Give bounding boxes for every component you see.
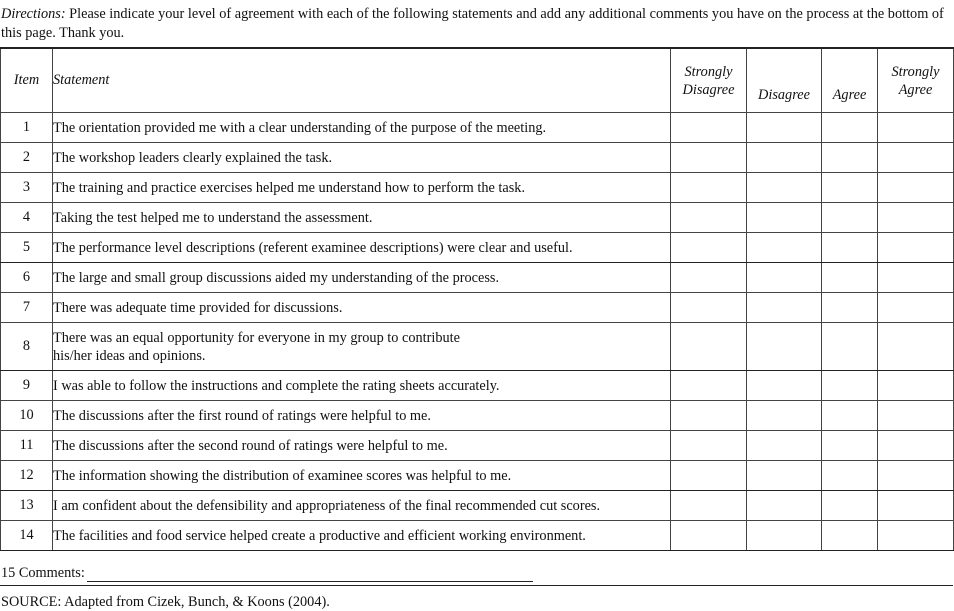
statement-cell xyxy=(53,371,671,401)
rating-cell-agree[interactable] xyxy=(822,401,878,431)
rating-cell-agree[interactable] xyxy=(822,113,878,143)
rating-cell-strongly-agree[interactable] xyxy=(878,293,954,323)
statement-text: The orientation provided me with a clear understanding of the purpose of the meeting. xyxy=(53,119,547,136)
table-row xyxy=(1,233,954,263)
rating-cell-strongly-disagree[interactable] xyxy=(671,173,747,203)
item-number: 11 xyxy=(1,431,53,461)
rating-cell-strongly-disagree[interactable] xyxy=(671,461,747,491)
statement-text: Taking the test helped me to understand the assessment. xyxy=(53,209,373,226)
rating-cell-strongly-agree[interactable] xyxy=(878,461,954,491)
comments-label: 15 Comments: xyxy=(1,565,85,581)
table-row xyxy=(1,113,954,143)
table-row xyxy=(1,263,954,293)
item-number: 13 xyxy=(1,491,53,521)
statement-text: The performance level descriptions (referent examinee descriptions) were clear and useful. xyxy=(53,239,573,256)
statement-text: The discussions after the second round of ratings were helpful to me. xyxy=(53,437,448,454)
rating-cell-strongly-agree[interactable] xyxy=(878,371,954,401)
rating-cell-disagree[interactable] xyxy=(747,233,822,263)
item-number: 14 xyxy=(1,521,53,551)
table-row xyxy=(1,401,954,431)
rating-cell-disagree[interactable] xyxy=(747,203,822,233)
table-row xyxy=(1,491,954,521)
statement-text: The large and small group discussions aided my understanding of the process. xyxy=(53,269,500,286)
rating-cell-agree[interactable] xyxy=(822,203,878,233)
rating-cell-strongly-disagree[interactable] xyxy=(671,371,747,401)
header-item: Item xyxy=(1,48,53,113)
rating-cell-agree[interactable] xyxy=(822,263,878,293)
rating-cell-agree[interactable] xyxy=(822,491,878,521)
rating-cell-strongly-disagree[interactable] xyxy=(671,491,747,521)
statement-cell xyxy=(53,323,671,371)
rating-cell-disagree[interactable] xyxy=(747,491,822,521)
table-row xyxy=(1,173,954,203)
rating-cell-strongly-agree[interactable] xyxy=(878,401,954,431)
rating-cell-strongly-agree[interactable] xyxy=(878,233,954,263)
item-number: 1 xyxy=(1,113,53,143)
rating-cell-agree[interactable] xyxy=(822,461,878,491)
divider xyxy=(0,585,953,586)
rating-cell-strongly-disagree[interactable] xyxy=(671,263,747,293)
statement-cell xyxy=(53,233,671,263)
table-row xyxy=(1,431,954,461)
table-body xyxy=(1,113,954,551)
statement-cell xyxy=(53,173,671,203)
table-row xyxy=(1,461,954,491)
comments-line[interactable] xyxy=(87,567,533,582)
statement-text: The training and practice exercises helped me understand how to perform the task. xyxy=(53,179,526,196)
table-row xyxy=(1,203,954,233)
rating-cell-agree[interactable] xyxy=(822,431,878,461)
rating-cell-strongly-agree[interactable] xyxy=(878,431,954,461)
directions-text: Please indicate your level of agreement with each of the following statements and add any additional comments you have on the process at the bottom of this page. Thank you. xyxy=(1,6,944,41)
rating-cell-agree[interactable] xyxy=(822,143,878,173)
header-disagree: Disagree xyxy=(747,48,822,113)
statement-text: I am confident about the defensibility and appropriateness of the final recommended cut scores. xyxy=(53,497,601,514)
statement-text: The facilities and food service helped create a productive and efficient working environment. xyxy=(53,527,586,544)
statement-cell xyxy=(53,461,671,491)
item-number: 6 xyxy=(1,263,53,293)
header-strongly-agree: Strongly Agree xyxy=(878,48,954,113)
survey-table xyxy=(0,47,954,551)
header-statement: Statement xyxy=(53,48,671,113)
rating-cell-disagree[interactable] xyxy=(747,143,822,173)
rating-cell-disagree[interactable] xyxy=(747,461,822,491)
rating-cell-strongly-disagree[interactable] xyxy=(671,113,747,143)
header-row xyxy=(1,48,954,113)
statement-cell xyxy=(53,143,671,173)
rating-cell-strongly-disagree[interactable] xyxy=(671,143,747,173)
rating-cell-strongly-disagree[interactable] xyxy=(671,431,747,461)
statement-cell xyxy=(53,113,671,143)
source-note: SOURCE: Adapted from Cizek, Bunch, & Koons (2004). xyxy=(1,594,330,610)
rating-cell-strongly-agree[interactable] xyxy=(878,173,954,203)
table-row xyxy=(1,143,954,173)
table-row xyxy=(1,293,954,323)
statement-text: The workshop leaders clearly explained the task. xyxy=(53,149,333,166)
statement-text-continued: his/her ideas and opinions. xyxy=(53,347,206,364)
rating-cell-strongly-disagree[interactable] xyxy=(671,293,747,323)
header-agree: Agree xyxy=(822,48,878,113)
rating-cell-disagree[interactable] xyxy=(747,323,822,371)
table-row xyxy=(1,371,954,401)
rating-cell-agree[interactable] xyxy=(822,293,878,323)
rating-cell-strongly-disagree[interactable] xyxy=(671,233,747,263)
directions xyxy=(1,5,951,43)
rating-cell-strongly-agree[interactable] xyxy=(878,113,954,143)
directions-label: Directions: xyxy=(1,6,66,22)
statement-text: The information showing the distribution of examinee scores was helpful to me. xyxy=(53,467,512,484)
rating-cell-agree[interactable] xyxy=(822,233,878,263)
statement-cell xyxy=(53,263,671,293)
statement-cell xyxy=(53,491,671,521)
rating-cell-disagree[interactable] xyxy=(747,521,822,551)
table-row xyxy=(1,323,954,371)
item-number: 3 xyxy=(1,173,53,203)
rating-cell-disagree[interactable] xyxy=(747,401,822,431)
rating-cell-disagree[interactable] xyxy=(747,173,822,203)
rating-cell-strongly-agree[interactable] xyxy=(878,263,954,293)
rating-cell-agree[interactable] xyxy=(822,323,878,371)
item-number: 5 xyxy=(1,233,53,263)
rating-cell-strongly-agree[interactable] xyxy=(878,203,954,233)
rating-cell-strongly-disagree[interactable] xyxy=(671,521,747,551)
statement-cell xyxy=(53,203,671,233)
item-number: 9 xyxy=(1,371,53,401)
item-number: 8 xyxy=(1,323,53,371)
rating-cell-strongly-disagree[interactable] xyxy=(671,401,747,431)
item-number: 2 xyxy=(1,143,53,173)
statement-cell xyxy=(53,401,671,431)
rating-cell-disagree[interactable] xyxy=(747,431,822,461)
statement-cell xyxy=(53,293,671,323)
item-number: 4 xyxy=(1,203,53,233)
rating-cell-strongly-agree[interactable] xyxy=(878,323,954,371)
item-number: 10 xyxy=(1,401,53,431)
rating-cell-agree[interactable] xyxy=(822,521,878,551)
table-row xyxy=(1,521,954,551)
rating-cell-disagree[interactable] xyxy=(747,371,822,401)
statement-text: I was able to follow the instructions and complete the rating sheets accurately. xyxy=(53,377,500,394)
rating-cell-agree[interactable] xyxy=(822,371,878,401)
statement-cell xyxy=(53,431,671,461)
rating-cell-strongly-agree[interactable] xyxy=(878,521,954,551)
rating-cell-strongly-disagree[interactable] xyxy=(671,323,747,371)
rating-cell-strongly-disagree[interactable] xyxy=(671,203,747,233)
rating-cell-strongly-agree[interactable] xyxy=(878,143,954,173)
statement-text: There was an equal opportunity for everyone in my group to contribute xyxy=(53,329,460,346)
comments-field xyxy=(1,565,533,582)
header-strongly-disagree: Strongly Disagree xyxy=(671,48,747,113)
rating-cell-disagree[interactable] xyxy=(747,113,822,143)
statement-text: There was adequate time provided for discussions. xyxy=(53,299,343,316)
statement-text: The discussions after the first round of ratings were helpful to me. xyxy=(53,407,431,424)
item-number: 7 xyxy=(1,293,53,323)
item-number: 12 xyxy=(1,461,53,491)
statement-cell xyxy=(53,521,671,551)
rating-cell-agree[interactable] xyxy=(822,173,878,203)
rating-cell-disagree[interactable] xyxy=(747,263,822,293)
rating-cell-strongly-agree[interactable] xyxy=(878,491,954,521)
rating-cell-disagree[interactable] xyxy=(747,293,822,323)
